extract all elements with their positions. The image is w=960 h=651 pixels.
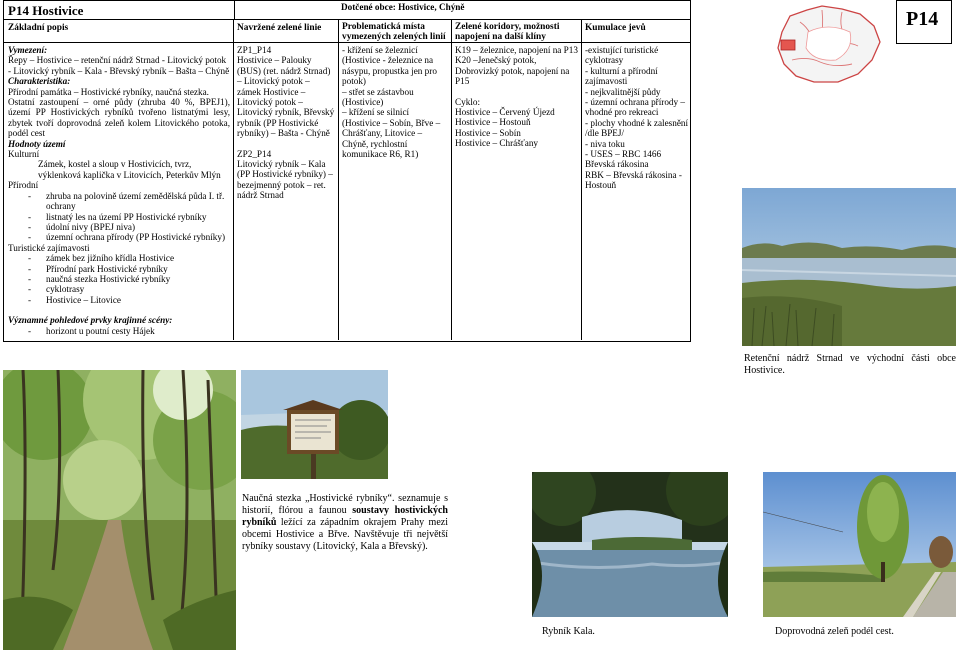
problem-item: – křížení se silnicí (Hostivice – Sobín, Břve – Chrášťany, Litovice – Chýně, rychlostní komunikace R6, R1) [342, 107, 441, 160]
column-divider [451, 20, 452, 340]
basic-description [8, 45, 230, 336]
list-item: - cyklotrasy [8, 284, 230, 294]
header-phenomena: Kumulace jevů [585, 23, 646, 33]
kulturni-text: Zámek, kostel a sloup v Hostivicích, tvrz, výklenková kaplička v Litovicích, Peterkův Mlýn [38, 159, 221, 180]
caption-trail [242, 493, 448, 553]
affected-municipalities: Dotčené obce: Hostivice, Chýně [341, 2, 465, 12]
header-problem-places: Problematická místa vymezených zelených linií [342, 22, 446, 43]
phenomenon-item: RBK – Břevská rákosina - Hostouň [585, 169, 682, 191]
phenomenon-item: - územní ochrana přírody – vhodné pro rekreaci [585, 97, 686, 118]
municipalities-bar [235, 0, 691, 20]
corridors [455, 45, 579, 149]
phenomenon-item: - kulturní a přírodní zajímavosti [585, 65, 658, 87]
hodnoty-label: Hodnoty území [8, 138, 66, 149]
prirodni-list [8, 191, 230, 243]
cyklo-item: Hostivice – Sobín [455, 127, 521, 138]
problem-item: – střet se zástavbou (Hostivice) [342, 86, 414, 108]
problem-item: - křížení se železnicí (Hostivice - železnice na násypu, propustka jen pro potok) [342, 45, 437, 87]
photo-trail-sign [241, 370, 388, 479]
corridor-item: K20 –Jenečský potok, Dobrovizký potok, napojení na P15 [455, 55, 570, 87]
locator-map [762, 2, 892, 86]
list-item: - zámek bez jižního křídla Hostivice [8, 253, 230, 263]
list-item: - Hostivice – Litovice [8, 295, 230, 305]
zp2-title: ZP2_P14 [237, 148, 272, 159]
phenomenon-item: - nejkvalitnější půdy [585, 86, 661, 97]
zp1-text: Hostivice – Palouky (BUS) (ret. nádrž Strnad) – Litovický potok – zámek Hostivice – Litovický potok – Litovický rybník, Břevský rybník (PP Hostivické rybníky) – Bašta - Chýně [237, 55, 335, 139]
phenomenon-item: -existující turistické cyklotrasy [585, 45, 659, 66]
page-badge [896, 0, 952, 44]
cyklo-item: Hostivice – Chrášťany [455, 138, 539, 149]
prirodni-label: Přírodní [8, 180, 39, 191]
caption-trail-text-2: ležící za západním okrajem Prahy mezi obcemi Hostivice a Břve. Navštěvuje tři největší rybníky soustavy (Litovický, Kala a Břevský). [242, 517, 448, 552]
list-item: - údolní nivy (BPEJ niva) [8, 222, 230, 232]
caption-trail-text-1: Naučná stezka „Hostivické rybníky“. seznamuje s historií, flórou a faunou [242, 493, 448, 516]
info-table [3, 20, 691, 342]
cyklo-item: Hostivice – Hostouň [455, 117, 531, 128]
page-title: P14 Hostivice [8, 3, 84, 18]
turisticke-label: Turistické zajímavosti [8, 242, 90, 253]
list-item: - horizont u poutní cesty Hájek [8, 326, 230, 336]
title-bar [3, 0, 235, 20]
photo-roadside-greenery [763, 472, 956, 617]
caption-trail-bold: soustavy hostivických rybníků [242, 505, 448, 528]
green-lines [237, 45, 335, 201]
list-item: - zhruba na polovině území zemědělská půda I. tř. ochrany [8, 191, 230, 212]
phenomenon-item: - niva toku [585, 138, 625, 149]
caption-kala: Rybník Kala. [542, 626, 595, 637]
photo-kala-pond [532, 472, 728, 617]
caption-roadside: Doprovodná zeleň podél cest. [775, 626, 894, 637]
phenomenon-item: - USES – RBC 1466 Břevská rákosina [585, 149, 662, 170]
problem-places [342, 45, 448, 159]
list-item: - územní ochrana přírody (PP Hostivické rybníky) [8, 232, 230, 242]
vymezeni-text: Řepy – Hostivice – retenční nádrž Strnad - Litovický potok - Litovický rybník – Kala - Břevský rybník – Bašta – Chýně [8, 55, 230, 76]
header-basic-description: Základní popis [8, 23, 69, 33]
sceny-label: Významné pohledové prvky krajinné scény: [8, 315, 173, 326]
phenomena [585, 45, 689, 191]
column-divider [338, 20, 339, 340]
column-divider [581, 20, 582, 340]
list-item: - Přírodní park Hostivické rybníky [8, 264, 230, 274]
phenomenon-item: - plochy vhodné k zalesnění /dle BPEJ/ [585, 117, 689, 139]
corridor-item: K19 – železnice, napojení na P13 [455, 45, 578, 55]
photo-strnad-reservoir [742, 188, 956, 346]
header-green-lines: Navržené zelené linie [237, 23, 322, 33]
zp1-title: ZP1_P14 [237, 45, 272, 55]
badge-text: P14 [906, 8, 939, 30]
zp2-text: Litovický rybník – Kala (PP Hostivické rybníky) – bezejmenný potok – ret. nádrž Strnad [237, 159, 333, 201]
list-item: - naučná stezka Hostivické rybníky [8, 274, 230, 284]
kulturni-label: Kulturní [8, 149, 40, 160]
vymezeni-label: Vymezení: [8, 45, 48, 55]
column-divider [233, 20, 234, 340]
charakteristika-text-2: Ostatní zastoupení – orné půdy (zhruba 40 %, BPEJ1), území PP Hostivických rybníků tvořeno listnatými lesy, zbytek tvoří doprovodná zeleň kolem Litovického potoka, podél cest [8, 97, 230, 139]
photo-forest-path [3, 370, 236, 650]
list-item: - listnatý les na území PP Hostivické rybníky [8, 212, 230, 222]
charakteristika-text-1: Přírodní památka – Hostivické rybníky, naučná stezka. [8, 86, 209, 97]
caption-strnad: Retenční nádrž Strnad ve východní části obce Hostivice. [744, 353, 956, 376]
cyklo-label: Cyklo: [455, 96, 481, 107]
sceny-list [8, 326, 230, 336]
turisticke-list [8, 253, 230, 305]
header-corridors: Zelené koridory, možnosti napojení na další klíny [455, 22, 560, 43]
cyklo-item: Hostivice – Červený Újezd [455, 107, 555, 118]
charakteristika-label: Charakteristika: [8, 76, 71, 87]
